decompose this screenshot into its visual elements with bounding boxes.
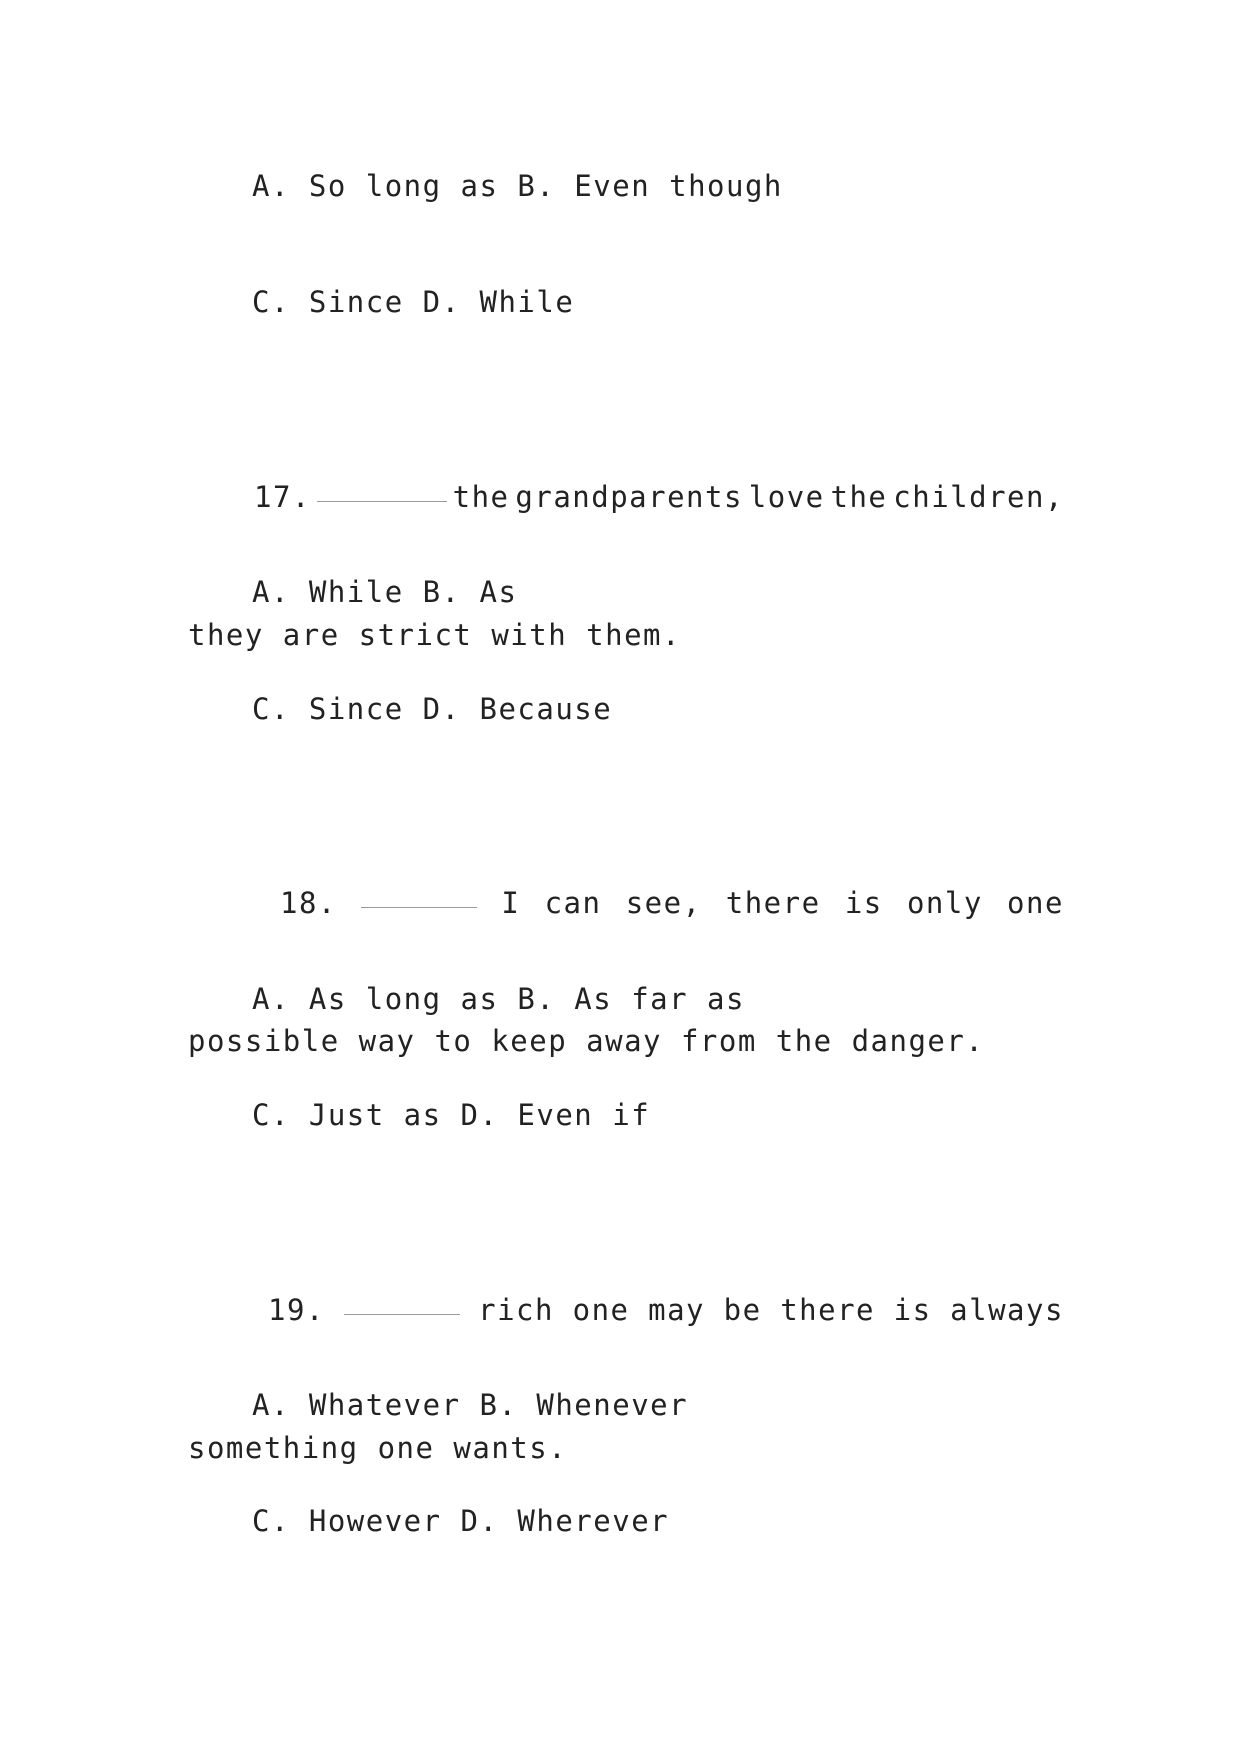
question-19-word: is xyxy=(893,1293,932,1327)
question-17-word: the xyxy=(830,480,888,514)
question-17-number: 17. xyxy=(254,480,311,514)
question-18-word: there xyxy=(725,886,821,920)
question-17-line-1 xyxy=(188,477,1064,517)
question-18-word: see, xyxy=(625,886,702,920)
q19-options-line-2: C. However D. Wherever xyxy=(252,1504,670,1538)
question-18-word: one xyxy=(1007,886,1064,920)
question-17 xyxy=(188,397,1064,695)
question-18-word: I xyxy=(501,886,521,920)
question-19-line-1 xyxy=(188,1290,1064,1330)
question-17-word: children, xyxy=(893,480,1064,514)
question-17-word: the xyxy=(452,480,510,514)
question-18-number: 18. xyxy=(280,886,337,920)
q19-options-line-1: A. Whatever B. Whenever xyxy=(252,1388,689,1422)
question-19-word: rich xyxy=(478,1293,554,1327)
question-19-word: be xyxy=(723,1293,762,1327)
question-19-word: one xyxy=(572,1293,630,1327)
question-18-blank xyxy=(361,883,477,908)
q17-options-line-1: A. While B. As xyxy=(252,575,518,609)
q16-options-line-2: C. Since D. While xyxy=(252,285,575,319)
question-19-word: always xyxy=(950,1293,1064,1327)
q16-options-line-1: A. So long as B. Even though xyxy=(252,169,783,203)
question-17-word: grandparents xyxy=(515,480,743,514)
question-19-number: 19. xyxy=(268,1293,325,1327)
question-18-line-1 xyxy=(188,883,1064,923)
question-17-line-2: they are strict with them. xyxy=(188,618,681,652)
q18-options-line-1: A. As long as B. As far as xyxy=(252,982,745,1016)
q17-options-line-2: C. Since D. Because xyxy=(252,692,613,726)
question-17-word: love xyxy=(748,480,825,514)
question-18 xyxy=(188,803,1064,1101)
question-19-blank xyxy=(344,1290,460,1315)
q18-options-line-2: C. Just as D. Even if xyxy=(252,1098,651,1132)
question-18-word: only xyxy=(906,886,983,920)
question-19-word: may xyxy=(648,1293,706,1327)
question-19-word: there xyxy=(780,1293,875,1327)
question-18-word: can xyxy=(544,886,602,920)
question-19 xyxy=(188,1210,1064,1508)
question-17-blank xyxy=(317,477,447,502)
question-19-line-2: something one wants. xyxy=(188,1431,568,1465)
question-18-line-2: possible way to keep away from the danger. xyxy=(188,1024,985,1058)
question-18-word: is xyxy=(844,886,883,920)
